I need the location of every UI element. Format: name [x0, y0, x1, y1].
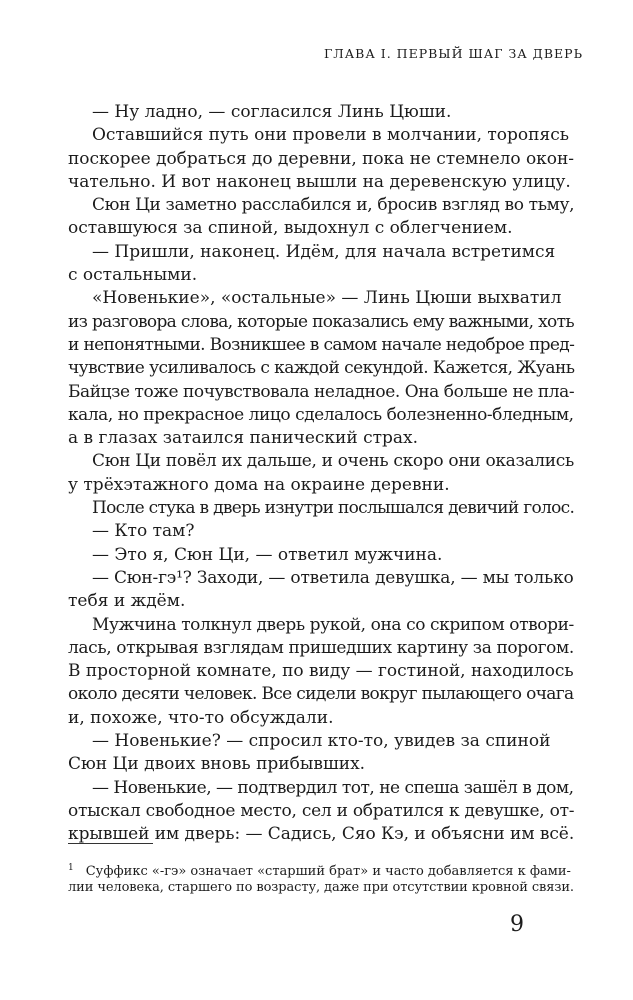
text-line: лась, открывая взглядам пришедших картину за порогом. — [68, 637, 574, 658]
text-line: — Новенькие? — спросил кто-то, увидев за спиной — [92, 731, 551, 752]
footnote-divider — [68, 843, 153, 844]
text-line: около десяти человек. Все сидели вокруг пылающего очага — [68, 684, 574, 705]
text-line: тебя и ждём. — [68, 591, 186, 612]
text-line: крывшей им дверь: — Садись, Сяо Кэ, и объясни им всё. — [68, 824, 575, 845]
text-line: кала, но прекрасное лицо сделалось болезненно-бледным, — [68, 404, 574, 425]
text-line: — Ну ладно, — согласился Линь Цюши. — [92, 102, 452, 122]
body-text — [68, 101, 574, 847]
text-line: — Сюн-гэ¹? Заходи, — ответила девушка, — мы только — [92, 567, 574, 588]
text-line: и непонятными. Возникшее в самом начале недоброе пред- — [68, 334, 575, 355]
text-line: и, похоже, что-то обсуждали. — [68, 707, 334, 728]
text-line: из разговора слова, которые показались ему важными, хоть — [68, 311, 574, 332]
text-line: у трёхэтажного дома на окраине деревни. — [68, 474, 450, 495]
running-header: ГЛАВА I. ПЕРВЫЙ ШАГ ЗА ДВЕРЬ — [324, 46, 583, 61]
text-line: Сюн Ци повёл их дальше, и очень скоро они оказались — [92, 451, 574, 472]
text-line: поскорее добраться до деревни, пока не стемнело окон- — [68, 148, 574, 169]
text-line: а в глазах затаился панический страх. — [68, 428, 419, 449]
text-line: Сюн Ци заметно расслабился и, бросив взгляд во тьму, — [92, 195, 575, 216]
footnote-text: Суффикс «-гэ» означает «старший брат» и часто добавляется к фами- — [85, 864, 571, 879]
text-line: чательно. И вот наконец вышли на деревенскую улицу. — [68, 171, 571, 192]
footnote-marker: 1 — [68, 863, 74, 873]
text-line: — Это я, Сюн Ци, — ответил мужчина. — [92, 544, 443, 565]
text-line: После стука в дверь изнутри послышался девичий голос. — [92, 498, 575, 519]
footnote — [68, 858, 574, 898]
text-line: Сюн Ци двоих вновь прибывших. — [68, 754, 366, 775]
text-line: В просторной комнате, по виду — гостиной, находилось — [68, 661, 574, 682]
text-line: с остальными. — [68, 265, 198, 286]
text-line: «Новенькие», «остальные» — Линь Цюши выхватил — [92, 288, 562, 309]
text-line: — Пришли, наконец. Идём, для начала встретимся — [92, 241, 556, 262]
text-line: Байцзе тоже почувствовала неладное. Она больше не пла- — [68, 381, 575, 402]
text-line: чувствие усиливалось с каждой секундой. Кажется, Жуань — [68, 358, 575, 379]
text-line: отыскал свободное место, сел и обратился к девушке, от- — [68, 800, 575, 821]
footnote-line: лии человека, старшего по возрасту, даже при отсутствии кровной связи. — [68, 880, 574, 895]
page-number: 9 — [510, 912, 524, 937]
text-line: оставшуюся за спиной, выдохнул с облегчением. — [68, 218, 513, 239]
text-line: Мужчина толкнул дверь рукой, она со скрипом отвори- — [92, 614, 574, 635]
text-line: Оставшийся путь они провели в молчании, торопясь — [92, 125, 569, 146]
text-line: — Кто там? — [92, 521, 195, 542]
text-line: — Новенькие, — подтвердил тот, не спеша зашёл в дом, — [92, 777, 574, 798]
footnote-line — [68, 858, 574, 878]
